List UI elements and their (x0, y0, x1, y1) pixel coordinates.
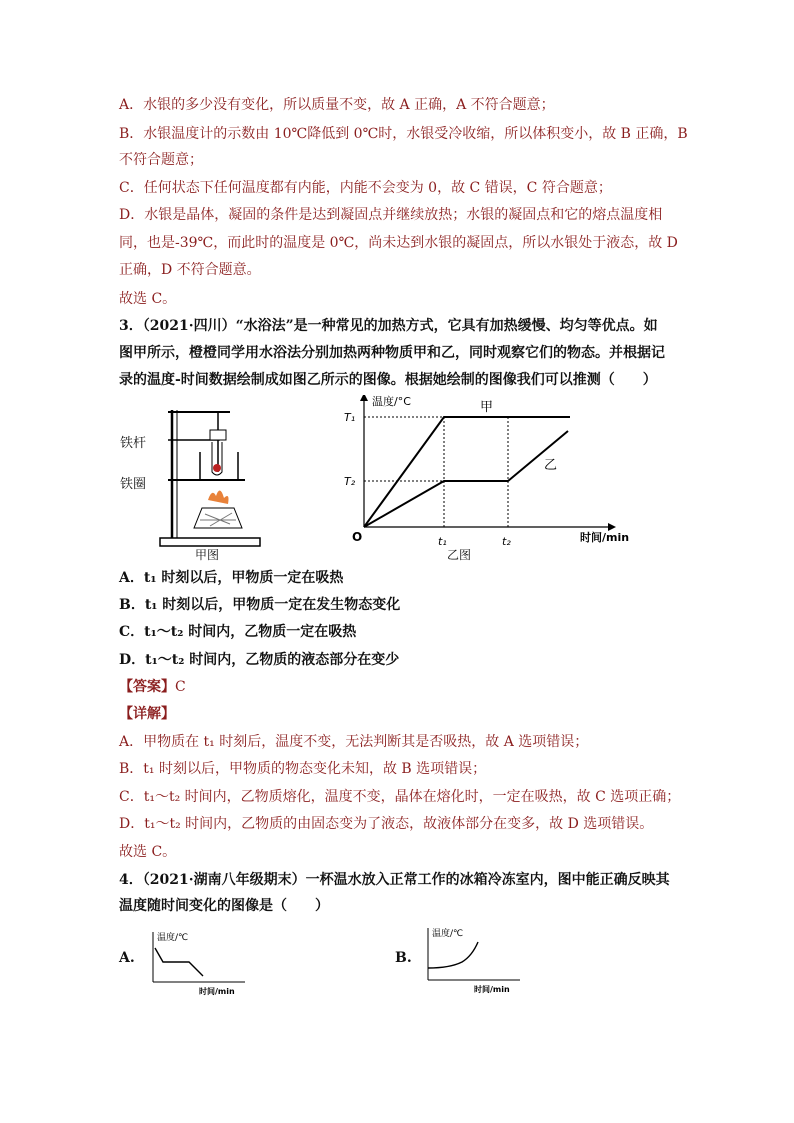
q3-choose: 故选 C。 (119, 844, 177, 860)
q4-option-a-label: A. (119, 950, 135, 966)
apparatus-figure (150, 400, 270, 562)
q4-option-b-graph (420, 924, 530, 994)
answer-label: 【答案】 (119, 679, 175, 695)
fig-yi-caption: 乙图 (447, 548, 472, 562)
explain-b1: B．水银温度计的示数由 10℃降低到 0℃时，水银受冷收缩，所以体积变小，故 B 正确，B (119, 126, 688, 142)
tick-T2: T₂ (344, 475, 356, 488)
q4-a-curve (155, 948, 203, 976)
chart-xlabel: 时间/min (580, 531, 630, 544)
alcohol-lamp (194, 508, 242, 528)
q3-stem-3: 录的温度-时间数据绘制成如图乙所示的图像。根据她绘制的图像我们可以推测（ ） (119, 372, 657, 388)
q3-detail-d: D．t₁～t₂ 时间内，乙物质的由固态变为了液态，故液体部分在变多，故 D 选项错误。 (119, 816, 654, 832)
q3-detail-b: B．t₁ 时刻以后，甲物质的物态变化未知，故 B 选项错误； (119, 761, 487, 777)
stand-base (160, 538, 260, 546)
q4-stem-1: 4．（2021·湖南八年级期末）一杯温水放入正常工作的冰箱冷冻室内，图中能正确反映其 (119, 872, 670, 888)
temperature-time-chart (340, 395, 640, 565)
q3-option-c: C．t₁～t₂ 时间内，乙物质一定在吸热 (119, 624, 357, 640)
flame-icon (208, 490, 229, 504)
q3-answer (119, 677, 186, 697)
q4-b-ylabel: 温度/℃ (432, 929, 464, 939)
explain-a: A．水银的多少没有变化，所以质量不变，故 A 正确，A 不符合题意； (119, 97, 555, 113)
series-jia-line (364, 417, 570, 527)
answer-value: C (175, 679, 186, 695)
explain-d1: D．水银是晶体，凝固的条件是达到凝固点并继续放热；水银的凝固点和它的熔点温度相 (119, 207, 663, 223)
q3-detail-a: A．甲物质在 t₁ 时刻后，温度不变，无法判断其是否吸热，故 A 选项错误； (119, 734, 589, 750)
q4-a-xlabel: 时间/min (199, 987, 235, 996)
explain-c: C．任何状态下任何温度都有内能，内能不会变为 0，故 C 错误，C 符合题意； (119, 180, 612, 196)
q3-stem-1: 3．（2021·四川）“水浴法”是一种常见的加热方式，它具有加热缓慢、均匀等优点。如 (119, 318, 658, 334)
fig-jia-caption: 甲图 (195, 548, 220, 562)
q4-b-curve (428, 942, 478, 968)
q4-b-xlabel: 时间/min (474, 985, 510, 994)
tick-t2: t₂ (502, 535, 511, 548)
q3-detail-c: C．t₁～t₂ 时间内，乙物质熔化，温度不变，晶体在熔化时，一定在吸热，故 C 选项正确； (119, 789, 681, 805)
explain-d2: 同，也是-39℃，而此时的温度是 0℃，尚未达到水银的凝固点，所以水银处于液态，故 D (119, 235, 678, 251)
explain-d3: 正确，D 不符合题意。 (119, 262, 261, 278)
q3-option-b: B．t₁ 时刻以后，甲物质一定在发生物态变化 (119, 597, 401, 613)
series-yi-line (364, 431, 568, 527)
q3-option-d: D．t₁～t₂ 时间内，乙物质的液态部分在变少 (119, 652, 400, 668)
choose-c: 故选 C。 (119, 291, 177, 307)
explain-b2: 不符合题意； (119, 152, 203, 168)
q4-stem-2: 温度随时间变化的图像是（ ） (119, 898, 329, 914)
q4-a-ylabel: 温度/℃ (157, 933, 189, 943)
chart-origin: O (352, 530, 363, 544)
q4-option-b-label: B. (395, 950, 412, 966)
q3-stem-2: 图甲所示，橙橙同学用水浴法分别加热两种物质甲和乙，同时观察它们的物态。并根据记 (119, 345, 665, 361)
ring-label: 铁圈 (120, 477, 147, 492)
q3-option-a: A．t₁ 时刻以后，甲物质一定在吸热 (119, 570, 344, 586)
rod-label: 铁杆 (120, 436, 147, 451)
chart-ylabel: 温度/°C (372, 395, 411, 408)
q3-detail-label: 【详解】 (119, 706, 175, 722)
q4-option-a-graph (145, 928, 255, 998)
series-yi-label: 乙 (544, 458, 558, 473)
series-jia-label: 甲 (480, 400, 494, 415)
tick-t1: t₁ (438, 535, 447, 548)
tick-T1: T₁ (344, 411, 356, 424)
